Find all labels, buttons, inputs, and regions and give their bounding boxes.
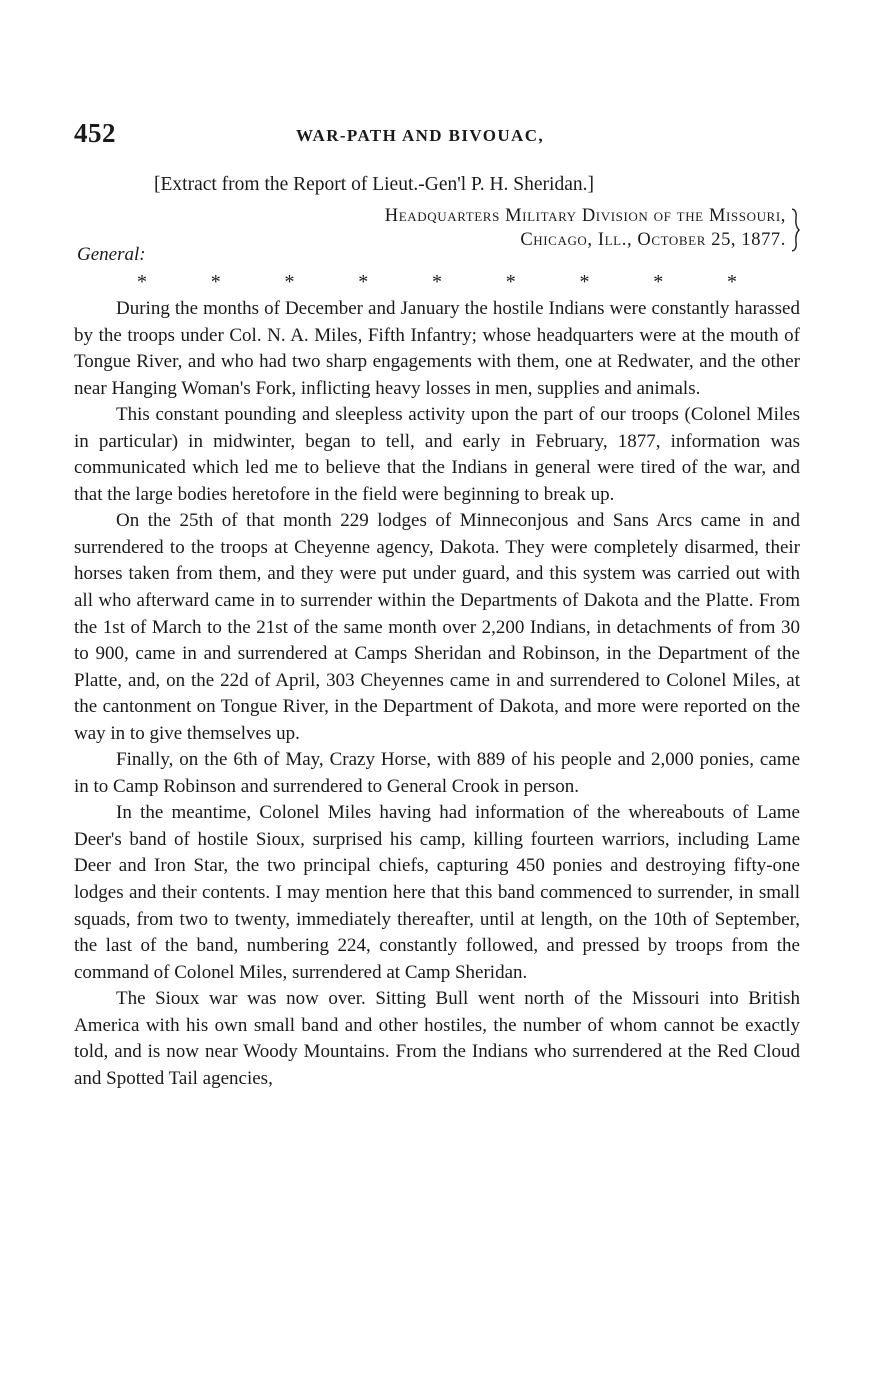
paragraph-6: The Sioux war was now over. Sitting Bull went north of the Missouri into British America with his own small band and other hostiles, the number of whom cannot be exactly told, and is now near Woody Mountains. From the Indians who surrendered at the Red Cloud and Spotted Tail agencies,	[74, 988, 800, 1089]
extract-title: [Extract from the Report of Lieut.-Gen'l P. H. Sheridan.]	[154, 174, 594, 195]
report-body	[74, 296, 800, 1092]
asterisk: *	[505, 271, 516, 293]
salutation: General:	[77, 244, 146, 265]
paragraph-5: In the meantime, Colonel Miles having had information of the whereabouts of Lame Deer's band of hostile Sioux, surprised his camp, killing fourteen warriors, including Lame Deer and Iron Star, the two principal chiefs, capturing 450 ponies and destroying fifty-one lodges and their contents. I may mention here that this band commenced to surrender, in small squads, from two to twenty, immediately thereafter, until at length, on the 10th of September, the last of the band, numbering 224, constantly followed, and pressed by troops from the command of Colonel Miles, surrendered at Camp Sheridan.	[74, 802, 800, 983]
asterisk: *	[727, 271, 737, 293]
right-brace-icon	[790, 206, 800, 254]
asterisk-row	[137, 271, 737, 295]
asterisk: *	[358, 271, 369, 293]
asterisk: *	[432, 271, 442, 293]
paragraph-2: This constant pounding and sleepless activity upon the part of our troops (Colonel Miles in particular) in midwinter, began to tell, and early in February, 1877, information was communicated which led me to believe that the Indians in general were tired of the war, and that the large bodies heretofore in the field were beginning to break up.	[74, 404, 800, 505]
paragraph-4: Finally, on the 6th of May, Crazy Horse, with 889 of his people and 2,000 ponies, came in to Camp Robinson and surrendered to General Crook in person.	[74, 749, 800, 797]
asterisk: *	[653, 271, 664, 293]
paragraph-3: On the 25th of that month 229 lodges of Minneconjous and Sans Arcs came in and surrendered to the troops at Cheyenne agency, Dakota. They were completely disarmed, their horses taken from them, and they were put under guard, and this system was carried out with all who afterward came in to surrender within the Departments of Dakota and the Platte. From the 1st of March to the 21st of the same month over 2,200 Indians, in detachments of from 30 to 900, came in and surrendered at Camps Sheridan and Robinson, in the Department of the Platte, and, on the 22d of April, 303 Cheyennes came in and surrendered to Colonel Miles, at the cantonment on Tongue River, in the Department of Dakota, and more were reported on the way in to give themselves up.	[74, 510, 800, 744]
asterisk: *	[579, 271, 590, 293]
asterisk: *	[284, 271, 295, 293]
headquarters-date-line: Chicago, Ill., October 25, 1877.	[520, 230, 786, 250]
asterisk: *	[210, 271, 221, 293]
headquarters-block	[240, 206, 800, 254]
paragraph-1: During the months of December and January the hostile Indians were constantly harassed by the troops under Col. N. A. Miles, Fifth Infantry; whose headquarters were at the mouth of Tongue River, and who had two sharp engagements with them, one at Redwater, and the other near Hanging Woman's Fork, inflicting heavy losses in men, supplies and animals.	[74, 298, 800, 399]
running-title: WAR-PATH AND BIVOUAC,	[296, 126, 545, 145]
page-number: 452	[74, 118, 116, 148]
headquarters-line: Headquarters Military Division of the Missouri,	[384, 206, 786, 226]
running-head	[74, 118, 800, 152]
asterisk: *	[137, 271, 147, 293]
